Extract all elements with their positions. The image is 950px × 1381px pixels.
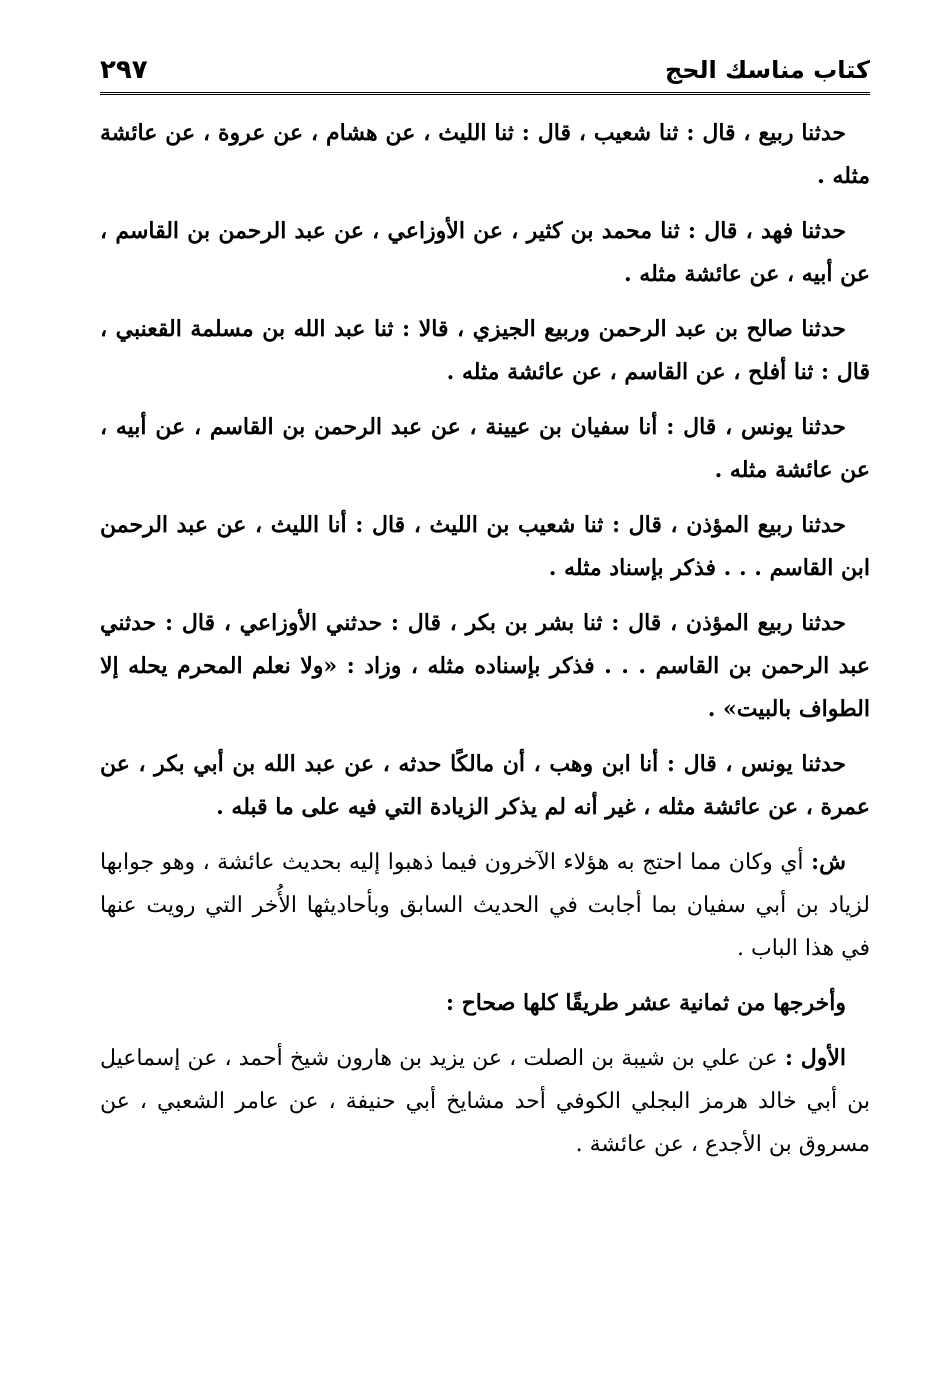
running-title: كتاب مناسك الحج xyxy=(664,56,870,84)
page-body xyxy=(100,112,870,1178)
commentary-text: أي وكان مما احتج به هؤلاء الآخرون فيما ذهبوا إليه بحديث عائشة ، وهو جوابها لزياد بن أبي سفيان بما أجابت في الحديث السابق وبأحاديثها الأُخر التي رويت عنها في هذا الباب . xyxy=(100,850,870,961)
hadith-chain-3: حدثنا صالح بن عبد الرحمن وربيع الجيزي ، قالا : ثنا عبد الله بن مسلمة القعنبي ، قال : ثنا أفلح ، عن القاسم ، عن عائشة مثله . xyxy=(100,316,870,385)
commentary-paragraph xyxy=(100,841,870,970)
first-chain-marker: الأول : xyxy=(784,1045,846,1071)
hadith-chain-7: حدثنا يونس ، قال : أنا ابن وهب ، أن مالكًا حدثه ، عن عبد الله بن أبي بكر ، عن عمرة ، عن عائشة مثله ، غير أنه لم يذكر الزيادة التي فيه على ما قبله . xyxy=(100,751,870,820)
section-heading: وأخرجها من ثمانية عشر طريقًا كلها صحاح : xyxy=(445,990,846,1016)
page-header xyxy=(100,48,870,95)
page-number: ٢٩٧ xyxy=(100,55,148,85)
hadith-chain-1: حدثنا ربيع ، قال : ثنا شعيب ، قال : ثنا الليث ، عن هشام ، عن عروة ، عن عائشة مثله . xyxy=(100,120,870,189)
hadith-chain-2: حدثنا فهد ، قال : ثنا محمد بن كثير ، عن الأوزاعي ، عن عبد الرحمن بن القاسم ، عن أبيه ، عن عائشة مثله . xyxy=(100,218,870,287)
first-chain-paragraph xyxy=(100,1037,870,1166)
hadith-chain-5: حدثنا ربيع المؤذن ، قال : ثنا شعيب بن الليث ، قال : أنا الليث ، عن عبد الرحمن ابن القاسم . . . فذكر بإسناد مثله . xyxy=(100,512,870,581)
first-chain-text: عن علي بن شيبة بن الصلت ، عن يزيد بن هارون شيخ أحمد ، عن إسماعيل بن أبي خالد هرمز البجلي الكوفي أحد مشايخ أبي حنيفة ، عن عامر الشعبي ، عن مسروق بن الأجدع ، عن عائشة . xyxy=(100,1046,870,1157)
hadith-chain-4: حدثنا يونس ، قال : أنا سفيان بن عيينة ، عن عبد الرحمن بن القاسم ، عن أبيه ، عن عائشة مثله . xyxy=(100,414,870,483)
commentary-marker: ش: xyxy=(811,849,846,875)
hadith-chain-6: حدثنا ربيع المؤذن ، قال : ثنا بشر بن بكر ، قال : حدثني الأوزاعي ، قال : حدثني عبد الرحمن بن القاسم . . . فذكر بإسناده مثله ، وزاد : «ولا نعلم المحرم يحله إلا الطواف بالبيت» . xyxy=(100,610,870,722)
